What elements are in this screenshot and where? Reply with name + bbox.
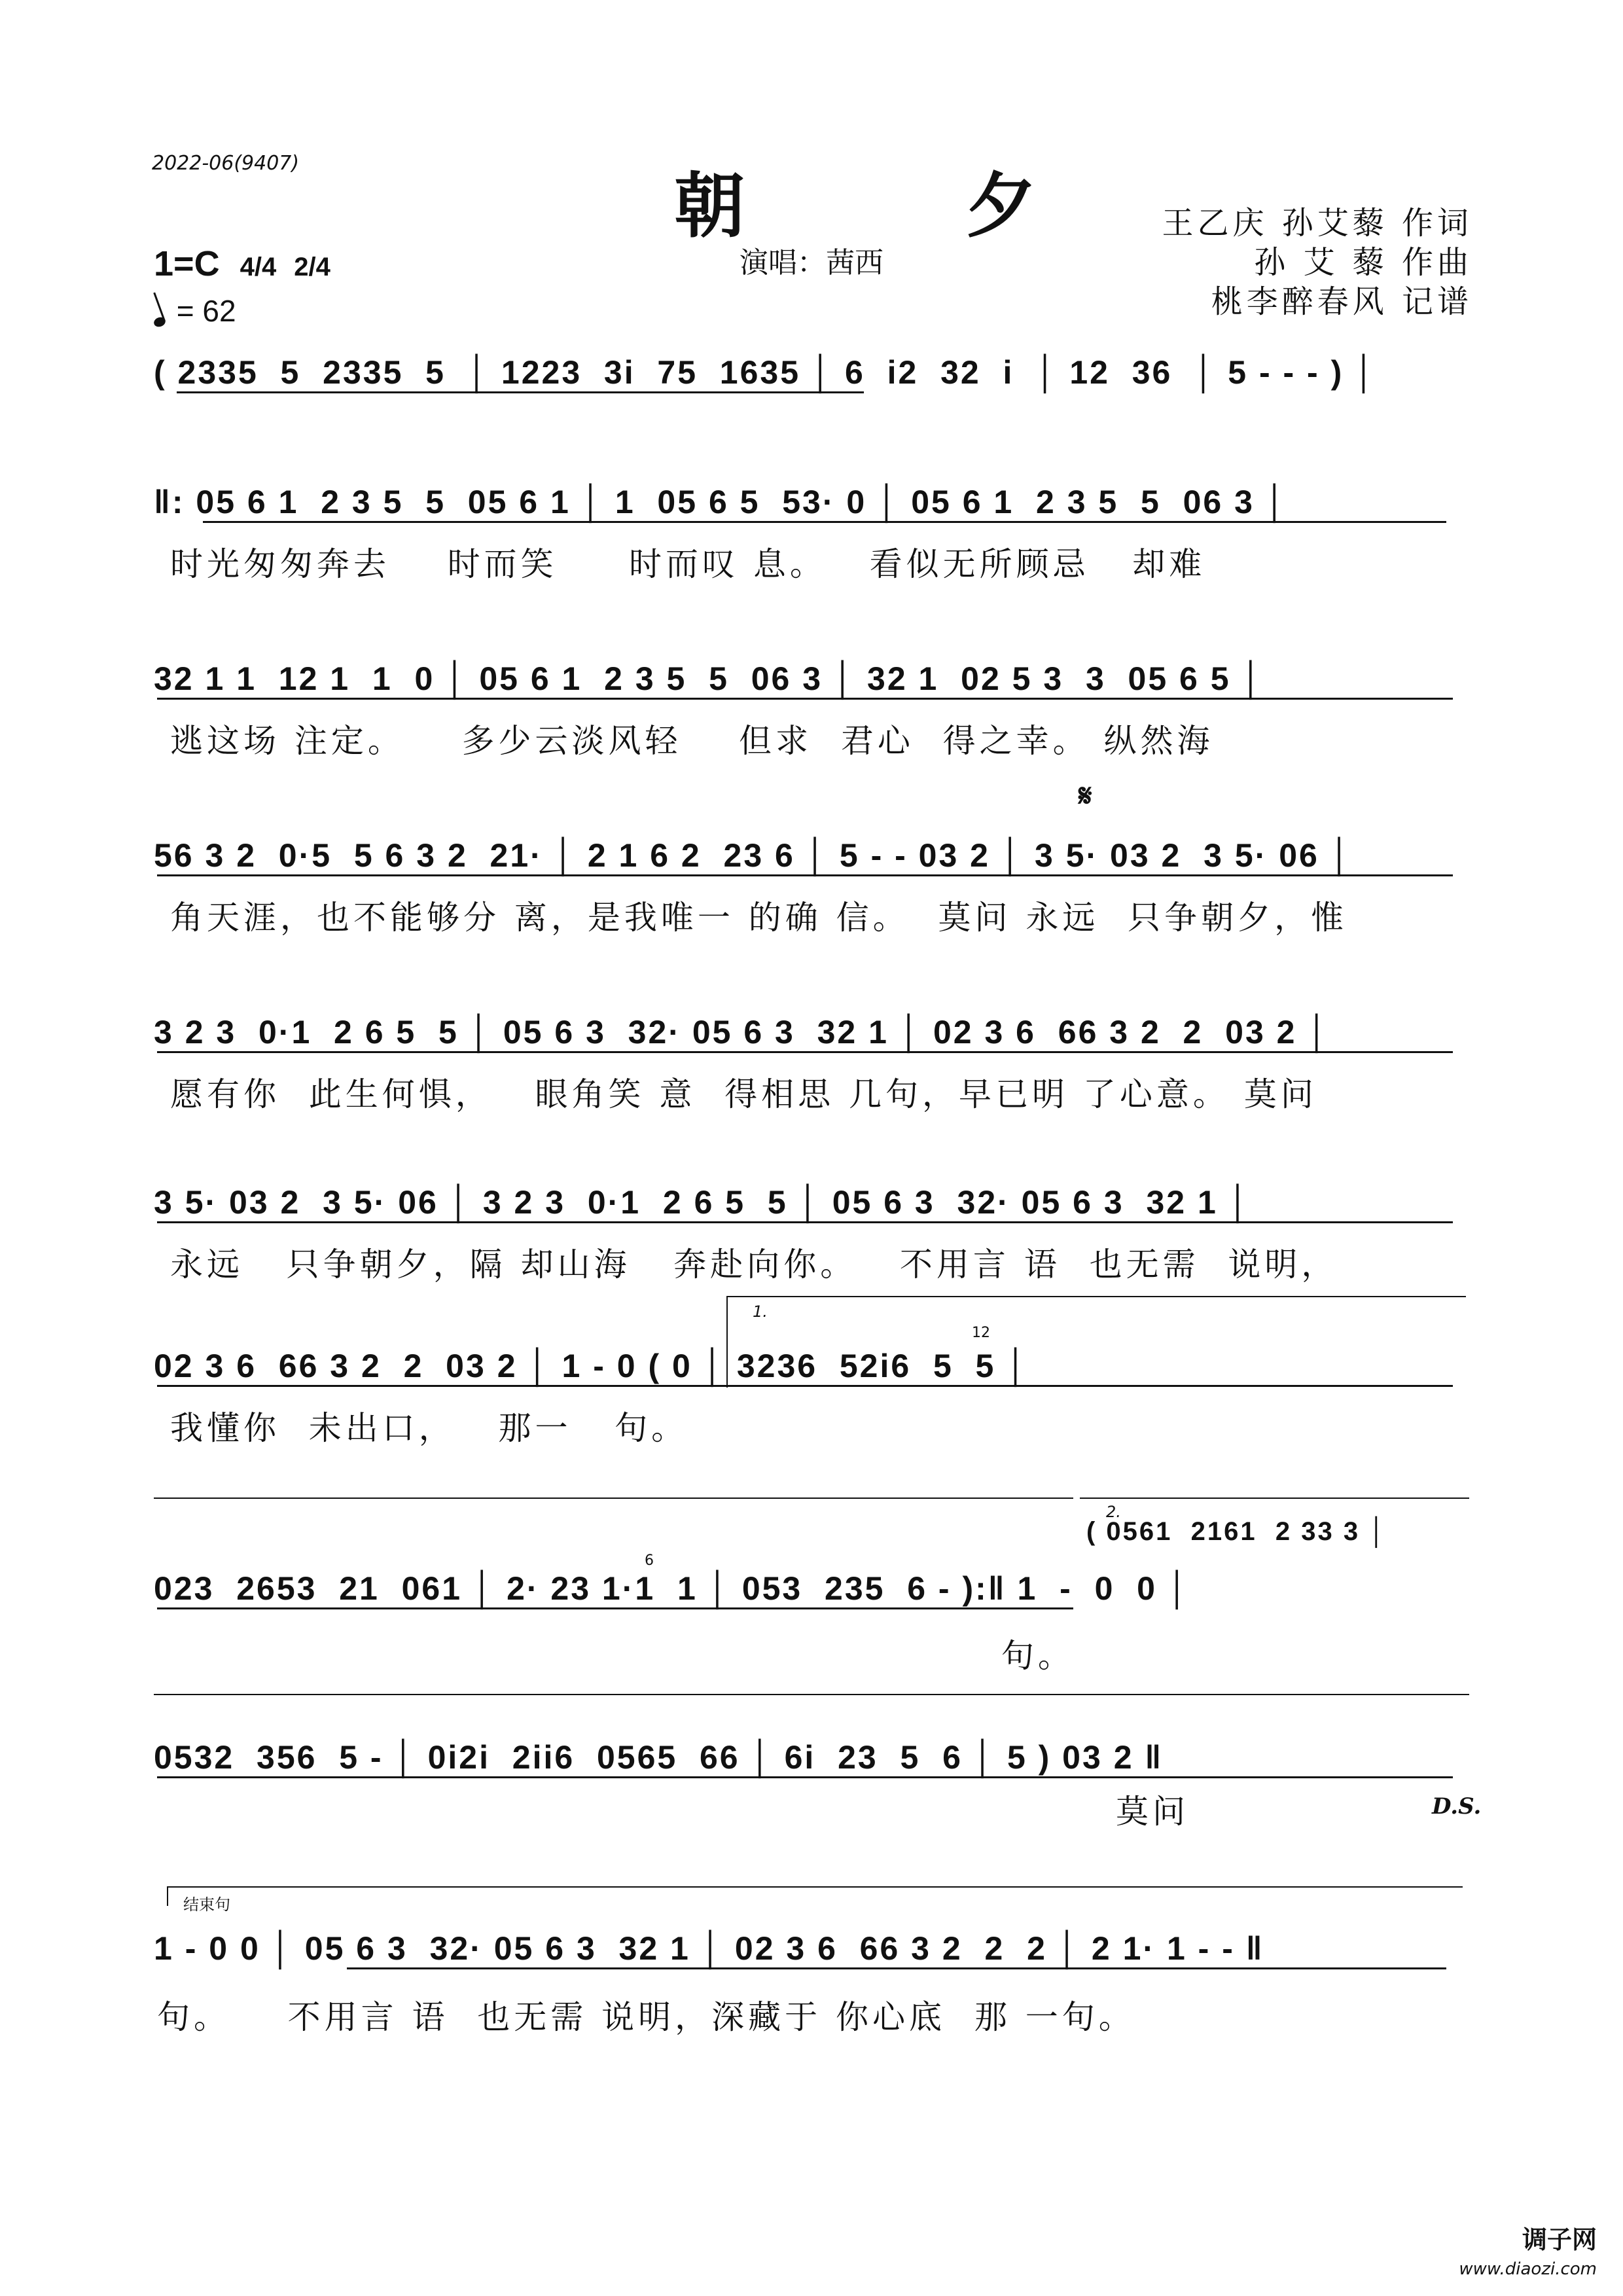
volta-bracket-2 <box>1080 1498 1469 1499</box>
score-row-5-notes: 3 2 3 0·1 2 6 5 5 │ 05 6 3 32· 05 6 3 32 1 │ 02 3 6 66 3 2 2 03 2 │ <box>154 1014 1330 1050</box>
score-row-8-lyrics: 句。 <box>170 1637 1075 1675</box>
composer-credit: 孙 艾 藜 作曲 <box>1254 244 1472 281</box>
time-signature-2: 2/4 <box>294 253 330 281</box>
grace-note-label-2: 6 <box>645 1552 654 1569</box>
underline-beam <box>157 1776 1453 1778</box>
score-row-10-notes: 1 - 0 0 │ 05 6 3 32· 05 6 3 32 1 │ 02 3 6 66 3 2 2 2 │ 2 1· 1 - - ‖ <box>154 1930 1264 1967</box>
singer-credit: 演唱：茜西 <box>740 246 883 279</box>
score-row-7-lyrics: 我懂你 未出口， 那一 句。 <box>170 1409 688 1447</box>
score-row-4-notes: 56 3 2 0·5 5 6 3 2 21· │ 2 1 6 2 23 6 │ 5 - - 03 2 │ 3 5· 03 2 3 5· 06 │ <box>154 837 1353 874</box>
underline-beam <box>157 1221 1453 1223</box>
ds-marking: D.S. <box>1432 1793 1482 1820</box>
score-row-9-lyrics: 莫问 <box>170 1793 1189 1831</box>
underline-beam <box>177 391 864 393</box>
tempo-value: = 62 <box>176 294 236 328</box>
serial-number: 2022-06(9407) <box>152 152 300 175</box>
underline-beam <box>347 1967 1446 1969</box>
transcriber-credit: 桃李醉春风 记谱 <box>1211 283 1472 320</box>
segno-sign: 𝄋 <box>1079 778 1092 814</box>
underline-beam <box>157 1051 1453 1053</box>
key-signature <box>154 243 330 284</box>
score-row-1-notes: ( 2335 5 2335 5 │ 1223 3i 75 1635 │ 6 i2 32 i │ 12 36 │ 5 - - - ) │ <box>154 354 1378 391</box>
score-row-6-notes: 3 5· 03 2 3 5· 06 │ 3 2 3 0·1 2 6 5 5 │ 05 6 3 32· 05 6 3 32 1 │ <box>154 1184 1251 1221</box>
score-row-3-lyrics: 逃这场 注定。 多少云淡风轻 但求 君心 得之幸。 纵然海 <box>170 722 1214 760</box>
volta-2-label: 2. <box>1106 1503 1121 1521</box>
score-row-6-lyrics: 永远 只争朝夕，隔 却山海 奔赴向你。 不用言 语 也无需 说明， <box>170 1246 1338 1283</box>
underline-beam <box>157 1385 1453 1387</box>
score-row-2-lyrics: 时光匆匆奔去 时而笑 时而叹 息。 看似无所顾忌 却难 <box>170 545 1206 583</box>
time-signature-1: 4/4 <box>240 253 277 281</box>
volta-bracket-1 <box>726 1296 1466 1297</box>
quarter-note-icon <box>152 315 167 328</box>
score-row-8-notes: 023 2653 21 061 │ 2· 23 1·1 1 │ 053 235 6 - ):‖ 1 - 0 0 │ <box>154 1570 1191 1607</box>
watermark-logo: 调子网 <box>1522 2225 1597 2254</box>
volta-line <box>154 1498 1073 1499</box>
score-row-3-notes: 32 1 1 12 1 1 0 │ 05 6 1 2 3 5 5 06 3 │ 32 1 02 5 3 3 05 6 5 │ <box>154 660 1264 697</box>
underline-beam <box>203 521 1446 523</box>
song-title: 朝 夕 <box>674 165 1135 247</box>
coda-bracket <box>167 1886 1463 1888</box>
score-row-4-lyrics: 角天涯，也不能够分 离，是我唯一 的确 信。 莫问 永远 只争朝夕，惟 <box>170 899 1348 937</box>
score-row-5-lyrics: 愿有你 此生何惧， 眼角笑 意 得相思 几句，早已明 了心意。 莫问 <box>170 1075 1317 1113</box>
tempo-marking <box>154 293 236 329</box>
volta-1-label: 1. <box>753 1302 768 1321</box>
coda-bracket-left <box>167 1886 168 1906</box>
key-label: 1=C <box>154 244 220 283</box>
watermark-url: www.diaozi.com <box>1459 2259 1597 2279</box>
score-row-7-notes: 02 3 6 66 3 2 2 03 2 │ 1 - 0 ( 0 │ 3236 52i6 5 5 │ <box>154 1348 1029 1384</box>
lyricist-credit: 王乙庆 孙艾藜 作词 <box>1162 205 1472 242</box>
score-row-2-notes: ‖: 05 6 1 2 3 5 5 05 6 1 │ 1 05 6 5 53· 0 │ 05 6 1 2 3 5 5 06 3 │ <box>154 484 1289 520</box>
alt-ending-notes: ( 0561 2161 2 33 3 │ <box>1086 1517 1388 1546</box>
score-row-9-notes: 0532 356 5 - │ 0i2i 2ii6 0565 66 │ 6i 23 5 6 │ 5 ) 03 2 ‖ <box>154 1739 1164 1776</box>
underline-beam <box>157 874 1453 876</box>
section-line <box>154 1694 1469 1695</box>
score-row-10-lyrics: 句。 不用言 语 也无需 说明，深藏于 你心底 那 一句。 <box>157 1998 1135 2036</box>
underline-beam <box>157 1607 1073 1609</box>
grace-note-label: 12 <box>972 1325 990 1341</box>
underline-beam <box>157 698 1453 700</box>
coda-label: 结束句 <box>183 1895 230 1914</box>
